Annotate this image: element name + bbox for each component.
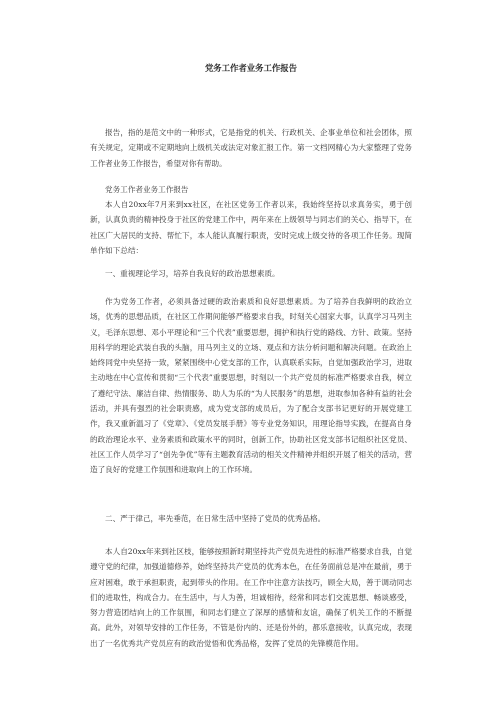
section-1-heading: 一、重视理论学习，培养自我良好的政治思想素质。 — [105, 269, 280, 278]
section-2-heading: 二、严于律己，率先垂范，在日常生活中坚持了党员的优秀品格。 — [105, 514, 326, 523]
body-paragraph-1: 本人自20xx年7月来到xx社区，在社区党务工作者以来，我始终坚持以求真务实，勇于创新，认真负责的精神投身于社区的党建工作中，两年来在上级领导与同志们的关心、指导下，在社区广大居民的支持、帮忙下，本人能认真履行职责，安时完成上级交待的各项工作任务。现简单作如下总结： — [90, 200, 412, 255]
report-heading: 党务工作者业务工作报告 — [105, 185, 189, 194]
body-paragraph-3: 本人自20xx年来到社区枝，能够按照新时期坚持共产党员先进性的标准严格要求自我，自觉遵守党的纪律，加强道德修养，始终坚持共产党员的优秀本色，在任务面前总是冲在最前，勇于应对困难，敢于承担职责，起到带头的作用。在工作中注意方法技巧，顾全大局，善于调动同志们的进取性，构成合力。在生活中，与人为善，坦诚相待，经常和同志们交流思想、畅谈感受，努力营造团结向上的工作氛围，和同志们建立了深厚的感情和友谊，确保了机关工作的不断提高。此外，对领导安排的工作任务，不管是份内的、还是份外的，都乐意接收，认真完成，表现出了一名优秀共产党员应有的政治觉悟和优秀品格，发挥了党员的先锋模范作用。 — [90, 547, 412, 648]
intro-paragraph: 报告，指的是范文中的一种形式，它是指党的机关、行政机关、企事业单位和社会团体，照有关规定，定期或不定期地向上级机关或法定对象汇报工作。第一文档网精心为大家整理了党务工作者业务工作报告，希望对你有帮助。 — [90, 128, 412, 168]
body-paragraph-2: 作为党务工作者，必须具备过硬的政治素质和良好思想素质。为了培养自我鲜明的政治立场，优秀的思想品质，在社区工作期间能够严格要求自我，时刻关心国家大事，认真学习马列主义，毛泽东思想、邓小平理论和“三个代表”重要思想，拥护和执行党的路线、方针、政策。坚持用科学的理论武装自我的头脑，用马列主义的立场、观点和方法分析问题和解决问题。在政治上始终同党中央坚持一致，紧紧围绕中心党支部的工作，认真联系实际，自觉加强政治学习，进取主动地在中心宣传和贯彻“三个代表”重要思想，时刻以一个共产党员的标准严格要求自我，树立了遵纪守法、廉洁自律、热情服务、助人为乐的“为人民服务”的思想，进取参加各种有益的社会活动，并具有强烈的社会职责感，成为党支部的成员后，为了配合支部书记更好的开展党建工作，我又重新温习了《党章》、《党员发展手册》等专业党务知识，用理论指导实践，在提高自身的政治理论水平、业务素质和政策水平的同时，创新工作，协助社区党支部书记组织社区党员、社区工作人员学习了“创先争优”等有主题教育活动的相关文件精神并组织开展了相关的活动，营造了良好的党建工作氛围和进取向上的工作环境。 — [90, 297, 412, 475]
document-title: 党务工作者业务工作报告 — [204, 63, 298, 73]
